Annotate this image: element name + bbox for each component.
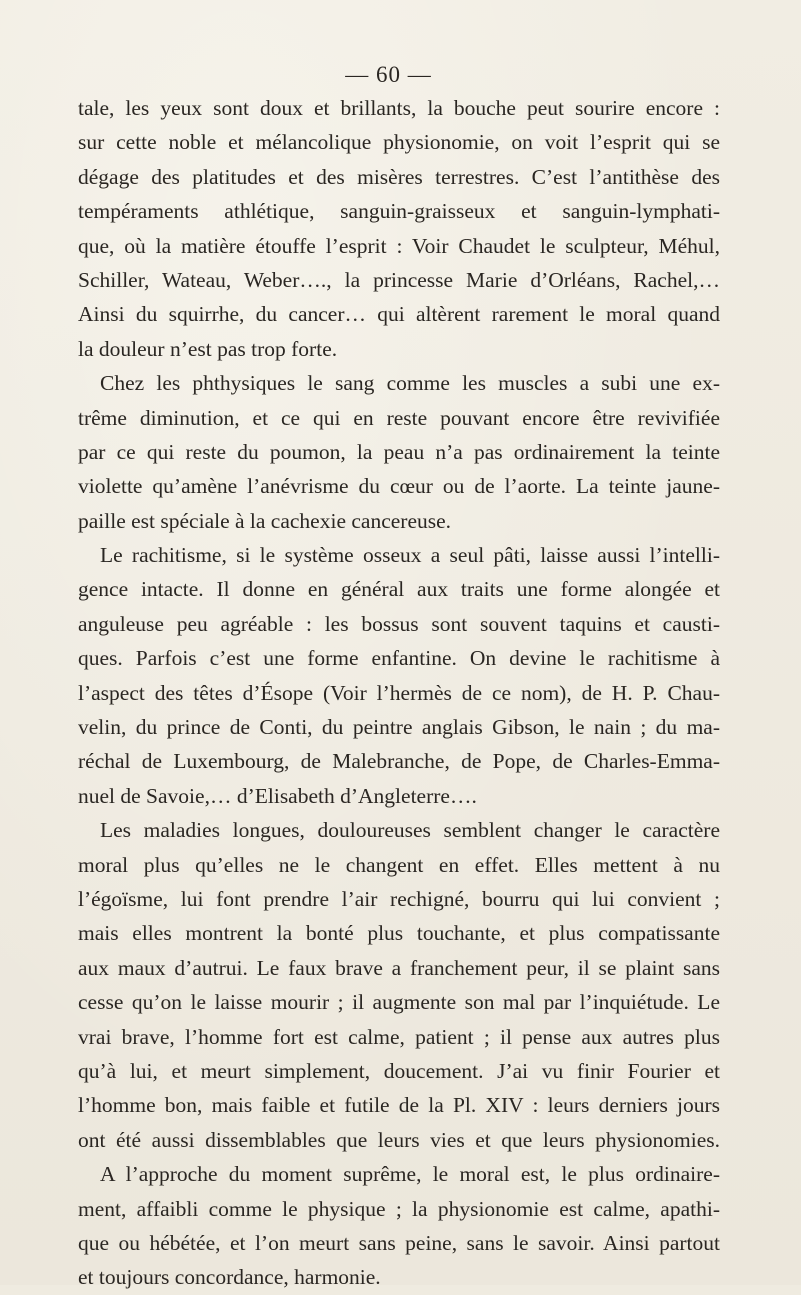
text-line: mais elles montrent la bonté plus touchante, et plus compatissante (78, 921, 720, 946)
text-line: gence intacte. Il donne en général aux traits une forme alongée et (78, 577, 720, 602)
text-line: et toujours concordance, harmonie. (78, 1265, 381, 1290)
text-line: par ce qui reste du poumon, la peau n’a pas ordinairement la teinte (78, 439, 720, 464)
text-line: ont été aussi dissemblables que leurs vies et que leurs physionomies. (78, 1127, 720, 1152)
text-line: aux maux d’autrui. Le faux brave a franchement peur, il se plaint sans (78, 955, 720, 980)
text-line: Le rachitisme, si le système osseux a seul pâti, laisse aussi l’intelli- (100, 543, 720, 568)
text-line: l’égoïsme, lui font prendre l’air rechigné, bourru qui lui convient ; (78, 886, 720, 911)
text-line: cesse qu’on le laisse mourir ; il augmente son mal par l’inquiétude. Le (78, 990, 720, 1015)
text-line: velin, du prince de Conti, du peintre anglais Gibson, le nain ; du ma- (78, 715, 720, 740)
text-line: dégage des platitudes et des misères terrestres. C’est l’antithèse des (78, 164, 720, 189)
text-line: tempéraments athlétique, sanguin-graisseux et sanguin-lymphati- (78, 199, 720, 224)
text-line: nuel de Savoie,… d’Elisabeth d’Angleterre…. (78, 783, 477, 808)
body-text (78, 91, 720, 1295)
text-line: vrai brave, l’homme fort est calme, patient ; il pense aux autres plus (78, 1024, 720, 1049)
text-line: paille est spéciale à la cachexie cancereuse. (78, 508, 452, 533)
text-line: réchal de Luxembourg, de Malebranche, de Pope, de Charles-Emma- (78, 749, 720, 774)
text-line: sur cette noble et mélancolique physionomie, on voit l’esprit qui se (78, 130, 720, 155)
text-line: trême diminution, et ce qui en reste pouvant encore être revivifiée (78, 405, 720, 430)
text-line: moral plus qu’elles ne le changent en effet. Elles mettent à nu (78, 852, 720, 877)
text-line: Les maladies longues, douloureuses semblent changer le caractère (100, 818, 720, 843)
text-line: ques. Parfois c’est une forme enfantine. On devine le rachitisme à (78, 646, 720, 671)
text-line: Schiller, Wateau, Weber…., la princesse Marie d’Orléans, Rachel,… (78, 267, 720, 292)
text-line: que, où la matière étouffe l’esprit : Voir Chaudet le sculpteur, Méhul, (78, 233, 720, 258)
text-line: la douleur n’est pas trop forte. (78, 336, 338, 361)
text-line: l’homme bon, mais faible et futile de la Pl. XIV : leurs derniers jours (78, 1093, 720, 1118)
text-line: ment, affaibli comme le physique ; la physionomie est calme, apathi- (78, 1196, 720, 1221)
text-line: anguleuse peu agréable : les bossus sont souvent taquins et causti- (78, 611, 720, 636)
text-line: Ainsi du squirrhe, du cancer… qui altèrent rarement le moral quand (78, 302, 720, 327)
text-line: qu’à lui, et meurt simplement, doucement. J’ai vu finir Fourier et (78, 1058, 720, 1083)
text-line: tale, les yeux sont doux et brillants, la bouche peut sourire encore : (78, 96, 720, 120)
text-line: violette qu’amène l’anévrisme du cœur ou de l’aorte. La teinte jaune- (78, 474, 720, 499)
text-line: l’aspect des têtes d’Ésope (Voir l’hermès de ce nom), de H. P. Chau- (78, 680, 720, 705)
text-line: A l’approche du moment suprême, le moral est, le plus ordinaire- (100, 1162, 720, 1187)
page-number: — 60 — (345, 62, 432, 87)
text-line: Chez les phthysiques le sang comme les muscles a subi une ex- (100, 371, 720, 396)
text-line: que ou hébétée, et l’on meurt sans peine, sans le savoir. Ainsi partout (78, 1230, 720, 1255)
